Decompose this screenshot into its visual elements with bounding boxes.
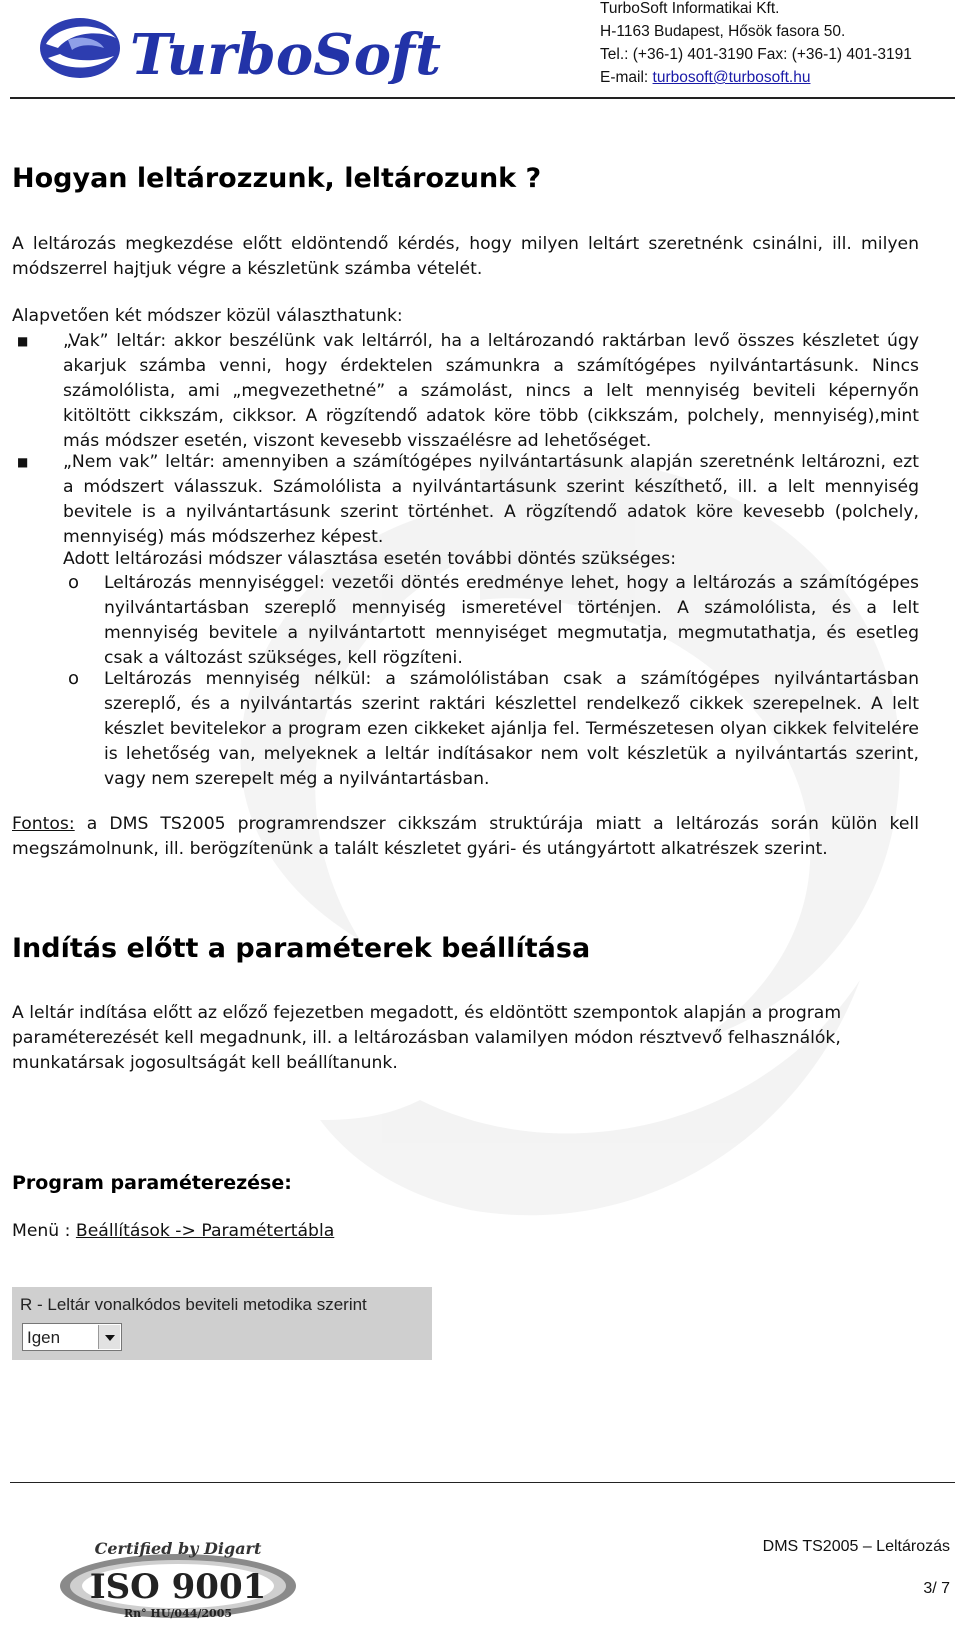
- parameters-paragraph: A leltár indítása előtt az előző fejezetben megadott, és eldöntött szempontok alapján a program paraméterezését kell megadnunk, ill. a leltározásban valamilyen módon résztvevő felhasználók, munkatársak jogosultságát kell beállítanunk.: [12, 1003, 842, 1073]
- bullet-marker: ■: [17, 455, 29, 469]
- sub-bullet-marker: o: [68, 572, 80, 593]
- company-address: H-1163 Budapest, Hősök fasora 50.: [600, 23, 846, 40]
- section-title-parameters: Indítás előtt a paraméterek beállítása: [12, 933, 591, 964]
- sub-bullet-marker: o: [68, 668, 80, 689]
- email-link[interactable]: turbosoft@turbosoft.hu: [652, 69, 811, 86]
- bullet-marker: ■: [17, 334, 29, 348]
- footer-divider: [10, 1482, 955, 1483]
- important-note: [12, 812, 919, 862]
- company-email-line: [600, 69, 810, 87]
- sub-bullet-with-quantity: Leltározás mennyiséggel: vezetői döntés eredménye lehet, hogy a leltározás a számítógépes nyilvántartásban szereplő mennyiség ismeretével történjen. A számolólista, és a lelt mennyiség bevitele a nyilvántartott mennyiséget megmutatja, megmutathatja, és esetleg csak a változást szükséges, kell rögzíteni.: [104, 573, 919, 668]
- iso-certified-by: Certified by Digart: [94, 1540, 262, 1558]
- further-decision: Adott leltározási módszer választása esetén további döntés szükséges:: [63, 549, 677, 569]
- chevron-down-icon[interactable]: [98, 1325, 120, 1349]
- important-label: Fontos:: [12, 814, 75, 834]
- important-text: a DMS TS2005 programrendszer cikkszám struktúrája miatt a leltározás során külön kell megszámolnunk, ill. berögzítenünk a talált készletet gyári- és utángyártott alkatrészek szerint.: [12, 814, 919, 859]
- parameter-screenshot: [12, 1287, 432, 1360]
- logo-text: TurboSoft: [130, 22, 442, 84]
- footer-page-number: 3/ 7: [923, 1580, 950, 1597]
- sub-bullet-without-quantity: Leltározás mennyiség nélkül: a számolólistában csak a számítógépes nyilvántartásban szereplő, és a nyilvántartás szerint raktári készlettel rendelkező cikkek szerepelnek. A lelt készlet bevitelekor a program ezen cikkeket ajánlja fel. Természetesen olyan cikkek felvitelére is lehetőség van, melyeknek a leltár indításakor nem volt készletük a nyilvántartás szerint, vagy nem szerepelt még a nyilvántartásban.: [104, 669, 919, 789]
- menu-path: Beállítások -> Paramétertábla: [75, 1221, 335, 1241]
- iso-certification-logo: [58, 1540, 308, 1620]
- methods-intro: Alapvetően két módszer közül választhatunk:: [12, 306, 403, 326]
- company-name: TurboSoft Informatikai Kft.: [600, 0, 780, 17]
- iso-title: ISO 9001: [89, 1567, 267, 1607]
- turbosoft-logo: [38, 14, 488, 84]
- bullet-non-blind-inventory: „Nem vak” leltár: amennyiben a számítógépes nyilvántartásunk alapján szeretnénk leltározni, ezt a módszert válasszuk. Számolólista a nyilvántartásunk szerint készíthető, ill. a lelt mennyiség bevitele is a nyilvántartásunk szerint történhet. A rögzítendő adatok köre kevesebb (polchely, mennyiség) más módszerhez képest.: [63, 452, 919, 547]
- iso-reg-no: Rn° HU/044/2005: [123, 1607, 233, 1620]
- section-title-program-params: Program paraméterezése:: [12, 1172, 292, 1194]
- menu-label: Menü :: [12, 1221, 76, 1241]
- email-label: E-mail:: [600, 69, 653, 86]
- footer-doc-title: DMS TS2005 – Leltározás: [762, 1538, 950, 1555]
- header-divider: [10, 97, 955, 99]
- parameter-label: R - Leltár vonalkódos beviteli metodika szerint: [20, 1295, 367, 1314]
- bullet-blind-inventory: „Vak” leltár: akkor beszélünk vak leltárról, ha a leltározandó raktárban levő összes készletet úgy akarjuk számba venni, hogy érdektelen számunkra a számítógépes nyilvántartásunk. Nincs számolólista, ami „megvezethetné” a számolást, nincs a lelt mennyiség beviteli képernyőn kitöltött cikkszám, cikksor. A rögzítendő adatok köre több (cikkszám, polchely, mennyiség),mint más módszer esetén, viszont kevesebb visszaélésre ad lehetőséget.: [63, 331, 919, 451]
- company-phone-fax: Tel.: (+36-1) 401-3190 Fax: (+36-1) 401-3191: [600, 46, 912, 63]
- parameter-select-value: Igen: [27, 1328, 61, 1347]
- intro-paragraph: A leltározás megkezdése előtt eldöntendő kérdés, hogy milyen leltárt szeretnénk csinálni, ill. milyen módszerrel hajtjuk végre a készletünk számba vételét.: [12, 234, 919, 279]
- menu-path-line: [12, 1219, 712, 1244]
- parameter-select[interactable]: [22, 1323, 122, 1351]
- section-title-how-to: Hogyan leltározzunk, leltározunk ?: [12, 163, 542, 194]
